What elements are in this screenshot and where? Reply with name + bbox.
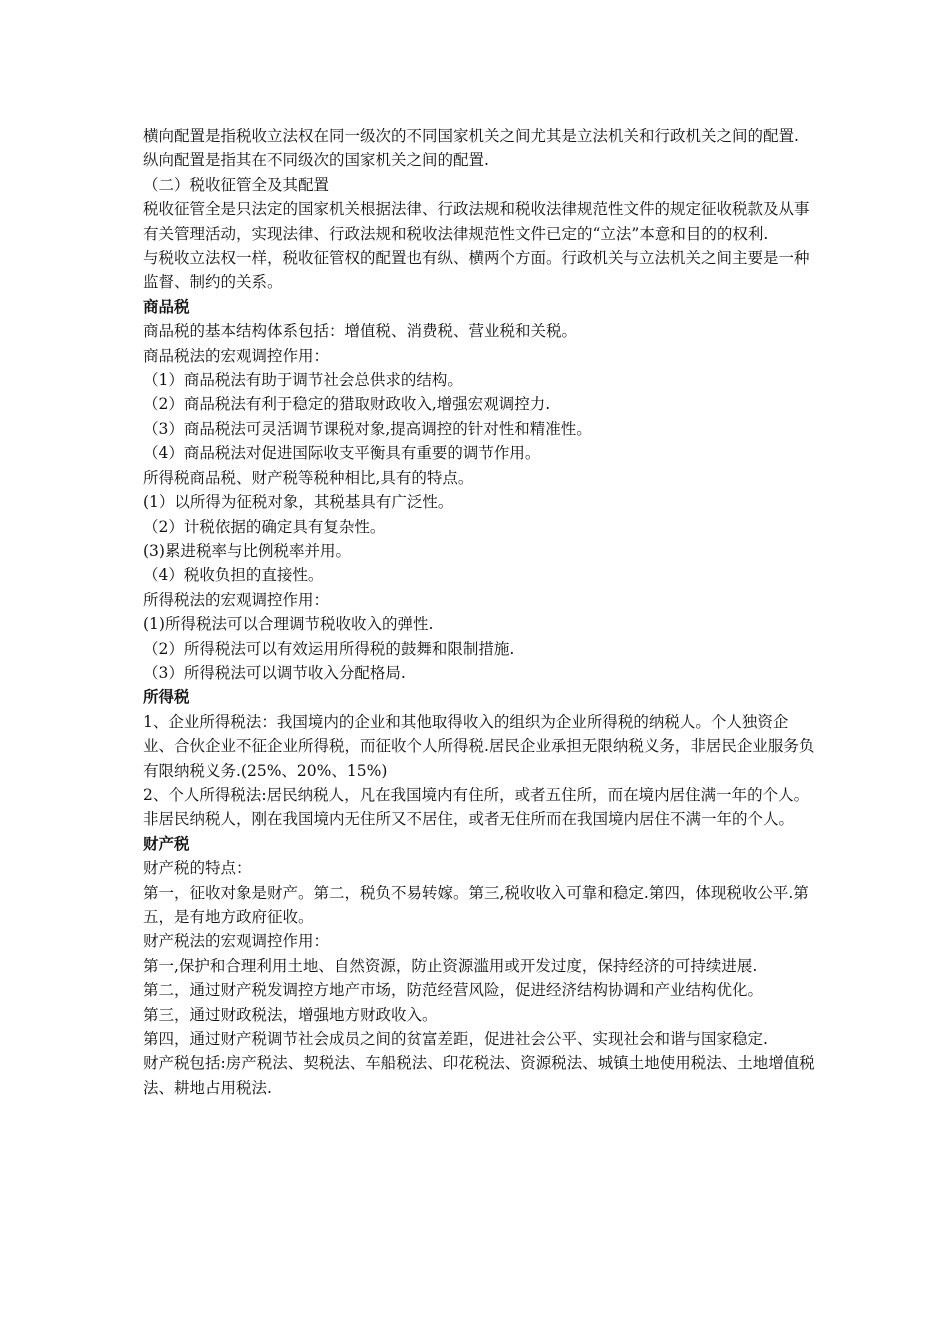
paragraph: （4）税收负担的直接性。 bbox=[143, 566, 324, 585]
paragraph: 第一,保护和合理利用土地、自然资源，防止资源滥用或开发过度，保持经济的可持续进展. bbox=[143, 956, 758, 975]
paragraph: 商品税法的宏观调控作用： bbox=[143, 346, 330, 365]
paragraph: (1)所得税法可以合理调节税收收入的弹性. bbox=[143, 615, 434, 634]
paragraph: 与税收立法权一样，税收征管权的配置也有纵、横两个方面。行政机关与立法机关之间主要是一种监督、制约的关系。 bbox=[143, 249, 810, 292]
paragraph: 财产税包括:房产税法、契税法、车船税法、印花税法、资源税法、城镇土地使用税法、土地增值税法、耕地占用税法. bbox=[143, 1054, 815, 1097]
paragraph: 税收征管全是只法定的国家机关根据法律、行政法规和税收法律规范性文件的规定征收税款及从事有关管理活动，实现法律、行政法规和税收法律规范性文件已定的“立法”本意和目的的权利. bbox=[143, 200, 810, 243]
paragraph: 第三，通过财政税法，增强地方财政收入。 bbox=[143, 1005, 438, 1024]
paragraph: 商品税的基本结构体系包括：增值税、消费税、营业税和关税。 bbox=[143, 322, 578, 341]
paragraph: （3）商品税法可灵活调节课税对象,提高调控的针对性和精准性。 bbox=[143, 419, 592, 438]
paragraph: 财产税的特点： bbox=[143, 859, 252, 878]
paragraph: 所得税商品税、财产税等税种相比,具有的特点。 bbox=[143, 468, 474, 487]
paragraph: (3)累进税率与比例税率并用。 bbox=[143, 541, 351, 560]
paragraph: （1）商品税法有助于调节社会总供求的结构。 bbox=[143, 371, 463, 390]
section-heading: 财产税 bbox=[143, 834, 190, 853]
paragraph: 财产税法的宏观调控作用： bbox=[143, 932, 330, 951]
paragraph: (1）以所得为征税对象，其税基具有广泛性。 bbox=[143, 493, 454, 512]
paragraph: （二）税收征管全及其配置 bbox=[143, 175, 330, 194]
paragraph: 纵向配置是指其在不同级次的国家机关之间的配置. bbox=[143, 151, 489, 170]
paragraph: 横向配置是指税收立法权在同一级次的不同国家机关之间尤其是立法机关和行政机关之间的配置. bbox=[143, 127, 799, 145]
paragraph: 1、企业所得税法：我国境内的企业和其他取得收入的组织为企业所得税的纳税人。个人独资企业、合伙企业不征企业所得税，而征收个人所得税.居民企业承担无限纳税义务，非居民企业服务负有限纳税义务.(25%、20%、15%) bbox=[143, 712, 815, 780]
paragraph: （2）所得税法可以有效运用所得税的鼓舞和限制措施. bbox=[143, 639, 515, 658]
document-body bbox=[143, 124, 815, 1100]
paragraph: （3）所得税法可以调节收入分配格局. bbox=[143, 663, 406, 682]
paragraph: 所得税法的宏观调控作用： bbox=[143, 590, 330, 609]
paragraph: （4）商品税法对促进国际收支平衡具有重要的调节作用。 bbox=[143, 444, 541, 463]
paragraph: 第四，通过财产税调节社会成员之间的贫富差距，促进社会公平、实现社会和谐与国家稳定. bbox=[143, 1030, 768, 1049]
paragraph: 第二，通过财产税发调控方地产市场，防范经营风险，促进经济结构协调和产业结构优化。 bbox=[143, 981, 764, 1000]
section-heading: 商品税 bbox=[143, 297, 190, 316]
paragraph: 第一，征收对象是财产。第二，税负不易转嫁。第三,税收收入可靠和稳定.第四，体现税收公平.第五，是有地方政府征收。 bbox=[143, 883, 809, 926]
section-heading: 所得税 bbox=[143, 688, 190, 707]
paragraph: 2、个人所得税法:居民纳税人，凡在我国境内有住所，或者五住所，而在境内居住满一年的个人。非居民纳税人，刚在我国境内无住所又不居住，或者无住所而在我国境内居住不满一年的个人。 bbox=[143, 785, 810, 829]
paragraph: （2）计税依据的确定具有复杂性。 bbox=[143, 517, 386, 536]
paragraph: （2）商品税法有利于稳定的猎取财政收入,增强宏观调控力. bbox=[143, 395, 551, 414]
